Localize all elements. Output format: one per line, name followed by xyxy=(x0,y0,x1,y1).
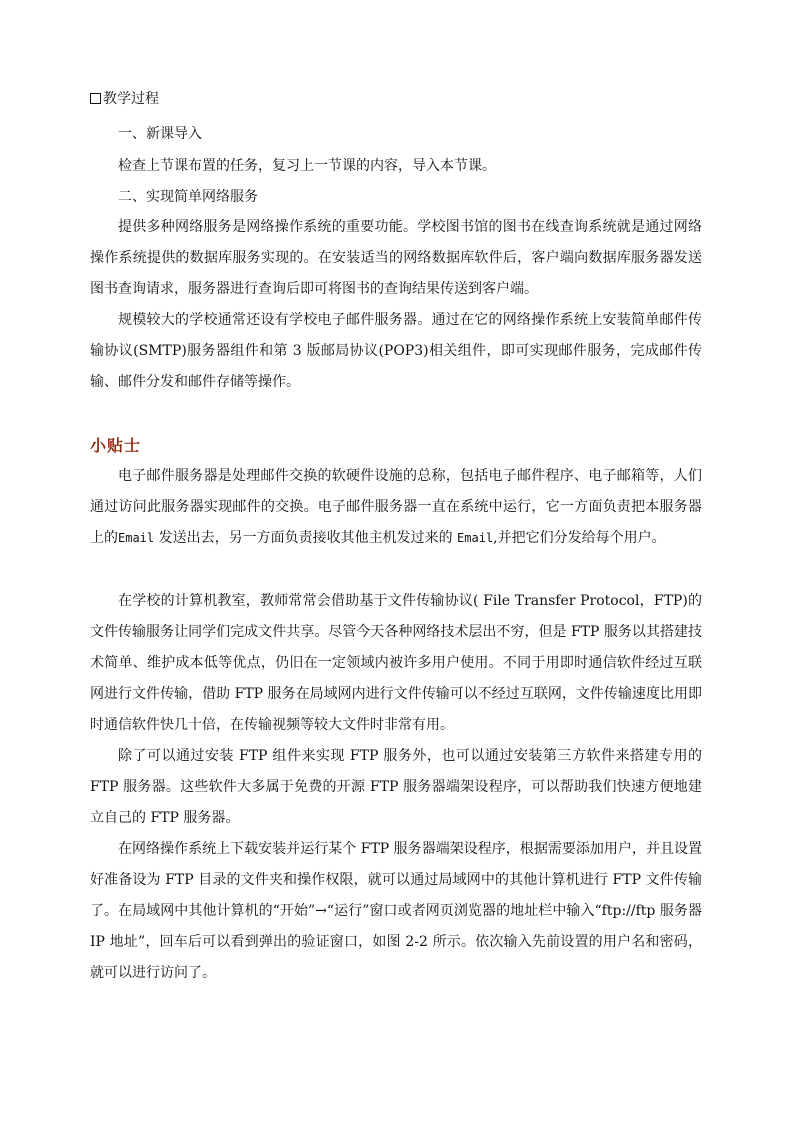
tip-text: 电子邮件服务器是处理邮件交换的软硬件设施的总称，包括电子邮件程序、电子邮箱等，人们通过访问此服务器实现邮件的交换。电子邮件服务器一直在系统中运行，它一方面负责把本服务器上的Email 发送出去，另一方面负责接收其他主机发过来的 Email,并把它们分发给每个用户。 xyxy=(90,468,702,546)
paragraph-database-service: 提供多种网络服务是网络操作系统的重要功能。学校图书馆的图书在线查询系统就是通过网络操作系统提供的数据库服务实现的。在安装适当的网络数据库软件后，客户端向数据库服务器发送图书查询请求，服务器进行查询后即可将图书的查询结果传送到客户端。 xyxy=(90,219,702,297)
subheading-network-service: 二、实现简单网络服务 xyxy=(118,189,258,205)
section-heading xyxy=(90,90,159,108)
paragraph-ftp-software: 除了可以通过安装 FTP 组件来实现 FTP 服务外，也可以通过安装第三方软件来搭建专用的 FTP 服务器。这些软件大多属于免费的开源 FTP 服务器端架设程序，可以帮助我们快速方便地建立自己的 FTP 服务器。 xyxy=(90,748,702,826)
new-lesson-text: 检查上节课布置的任务，复习上一节课的内容，导入本节课。 xyxy=(118,158,496,174)
email-term: Email xyxy=(118,531,155,545)
subheading-new-lesson: 一、新课导入 xyxy=(118,126,202,142)
paragraph-ftp-intro: 在学校的计算机教室，教师常常会借助基于文件传输协议( File Transfer Protocol，FTP)的文件传输服务让同学们完成文件共享。尽管今天各种网络技术层出不穷，但是 FTP 服务以其搭建技术简单、维护成本低等优点，仍旧在一定领域内被许多用户使用。不同于用即时通信软件经过互联网进行文件传输，借助 FTP 服务在局域网内进行文件传输可以不经过互联网，文件传输速度比用即时通信软件快几十倍，在传输视频等较大文件时非常有用。 xyxy=(90,593,702,733)
section-title: 教学过程 xyxy=(103,91,159,107)
paragraph-ftp-setup: 在网络操作系统上下载安装并运行某个 FTP 服务器端架设程序，根据需要添加用户，并且设置好准备设为 FTP 目录的文件夹和操作权限，就可以通过局域网中的其他计算机进行 FTP 文件传输了。 xyxy=(90,841,702,919)
paragraph-email-server: 规模较大的学校通常还设有学校电子邮件服务器。通过在它的网络操作系统上安装简单邮件传输协议(SMTP)服务器组件和第 3 版邮局协议(POP3)相关组件，即可实现邮件服务，完成邮件传输、邮件分发和邮件存储等操作。 xyxy=(90,312,702,390)
paragraph-ftp-access: 在局域网中其他计算机的“开始”→“运行”窗口或者网页浏览器的地址栏中输入“ftp://ftp 服务器 IP 地址”，回车后可以看到弹出的验证窗口，如图 2-2 所示。依次输入先前设置的用户名和密码，就可以进行访问了。 xyxy=(90,903,702,981)
checkbox-icon xyxy=(90,93,101,104)
email-term: Email xyxy=(457,531,494,545)
tip-title: 小贴士 xyxy=(90,436,142,455)
